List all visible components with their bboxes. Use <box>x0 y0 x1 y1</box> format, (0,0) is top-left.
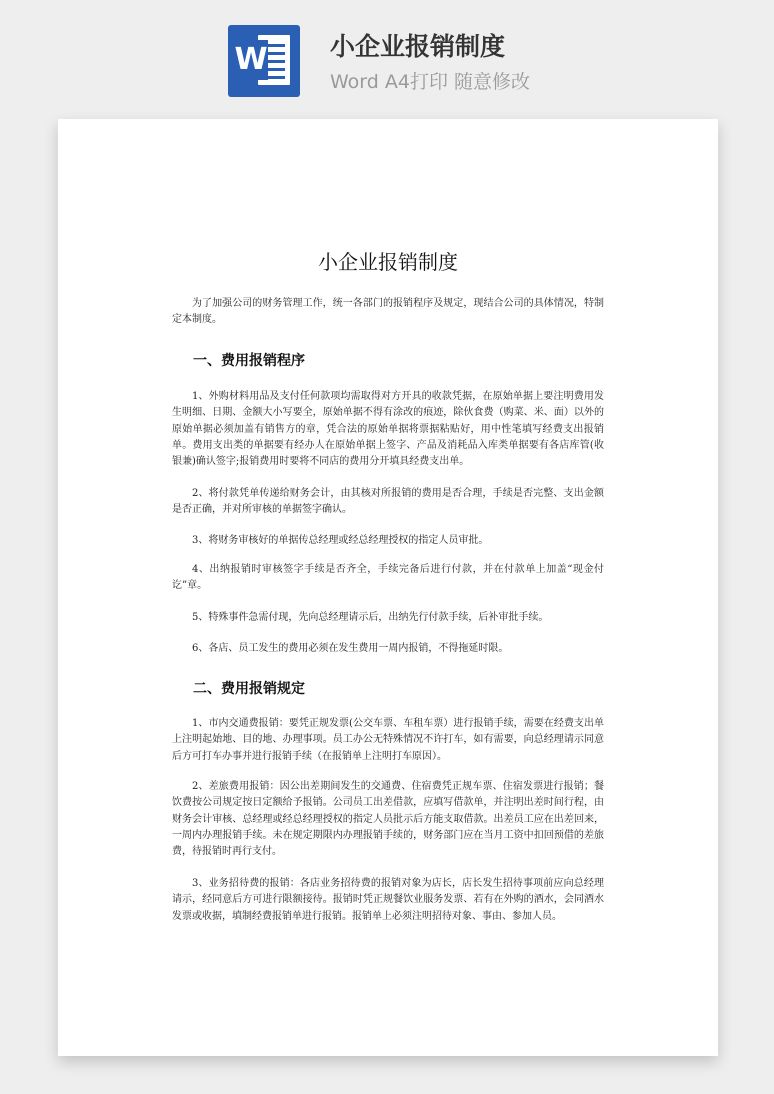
section2-paragraph-3: 3、业务招待费的报销：各店业务招待费的报销对象为店长，店长发生招待事项前应向总经理请示，经同意后方可进行限额接待。报销时凭正规餐饮业服务发票、若有在外购的酒水，会同酒水发票或收据，填制经费报销单进行报销。报销单上必须注明招待对象、事由、参加人员。 <box>172 878 604 922</box>
section-heading-2: 二、费用报销规定 <box>193 681 305 697</box>
banner-subtitle: Word A4打印 随意修改 <box>330 71 531 93</box>
intro-paragraph: 为了加强公司的财务管理工作，统一各部门的报销程序及规定，现结合公司的具体情况，特制定本制度。 <box>172 298 604 326</box>
banner-title: 小企业报销制度 <box>330 32 506 61</box>
section1-paragraph-5: 5、特殊事件急需付现，先向总经理请示后，出纳先行付款手续，后补审批手续。 <box>192 612 549 623</box>
section1-paragraph-3: 3、将财务审核好的单据传总经理或经总经理授权的指定人员审批。 <box>192 535 489 546</box>
section1-paragraph-1: 1、外购材料用品及支付任何款项均需取得对方开具的收款凭据，在原始单据上要注明费用发生明细、日期、金额大小写要全，原始单据不得有涂改的痕迹，除伙食费（购菜、米、面）以外的原始单据必须加盖有销售方的章，凭合法的原始单据将票据粘贴好，用中性笔填写经费支出报销单。费用支出类的单据要有经办人在原始单据上签字、产品及消耗品入库类单据要有各店库管(收银兼)确认签字;报销费用时要将不同店的费用分开填具经费支出单。 <box>172 391 604 468</box>
section2-paragraph-2: 2、差旅费用报销：因公出差期间发生的交通费、住宿费凭正规车票、住宿发票进行报销；餐饮费按公司规定按日定额给予报销。公司员工出差借款，应填写借款单，并注明出差时间行程，由财务会计审核、总经理或经总经理授权的指定人员批示后方能支取借款。出差员工应在出差回来，一周内办理报销手续。未在规定期限内办理报销手续的，财务部门应在当月工资中扣回预借的差旅费，待报销时再行支付。 <box>172 781 604 858</box>
document-title: 小企业报销制度 <box>318 250 458 274</box>
section2-paragraph-1: 1、市内交通费报销：要凭正规发票(公交车票、车租车票）进行报销手续，需要在经费支出单上注明起始地、目的地、办理事项。员工办公无特殊情况不许打车，如有需要，向总经理请示同意后方可打车办事并进行报销手续（在报销单上注明打车原因）。 <box>172 718 604 762</box>
word-document-icon <box>228 25 300 97</box>
banner <box>0 0 774 110</box>
section-heading-1: 一、费用报销程序 <box>193 353 305 369</box>
section1-paragraph-2: 2、将付款凭单传递给财务会计，由其核对所报销的费用是否合理，手续是否完整、支出金额是否正确，并对所审核的单据签字确认。 <box>172 488 604 516</box>
word-letter: W <box>234 40 268 80</box>
section1-paragraph-4: 4、出纳报销时审核签字手续是否齐全，手续完备后进行付款，并在付款单上加盖“现金付讫”章。 <box>172 564 604 592</box>
document-page <box>58 119 718 1056</box>
section1-paragraph-6: 6、各店、员工发生的费用必须在发生费用一周内报销，不得拖延时限。 <box>192 643 509 654</box>
